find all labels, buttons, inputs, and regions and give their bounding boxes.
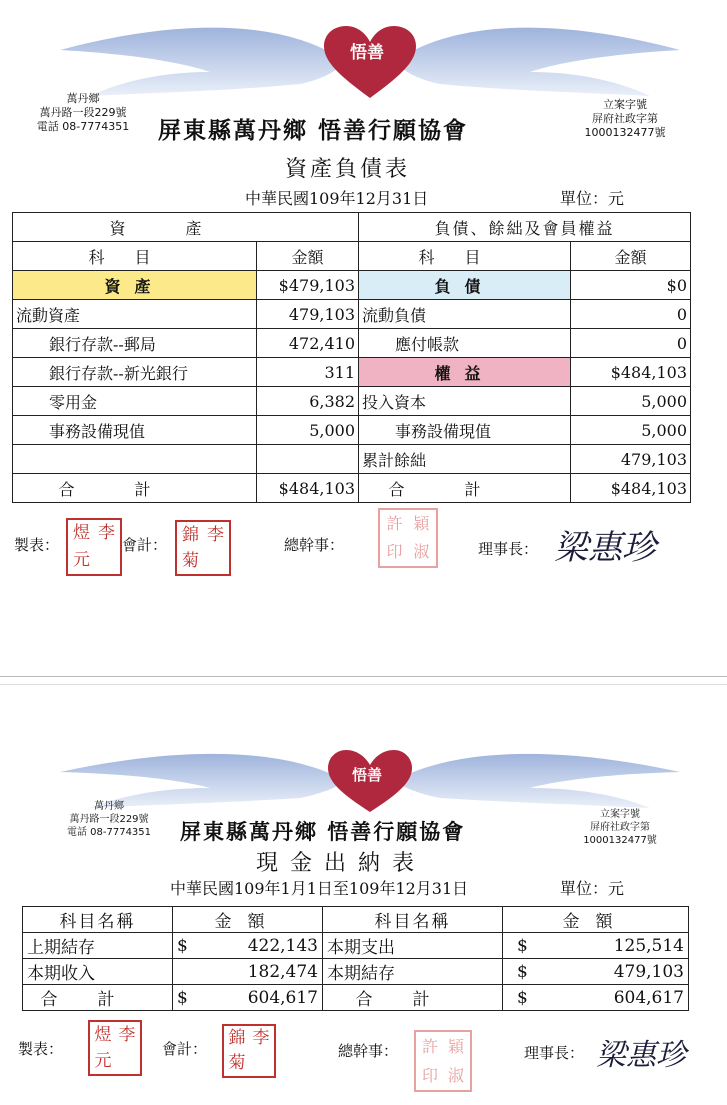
currency-sign: $ — [177, 987, 188, 1008]
table-row — [13, 416, 691, 445]
org-name: 屏東縣萬丹鄉 悟善行願協會 — [158, 117, 469, 144]
accountant-stamp — [175, 520, 231, 576]
total-right-amount: $484,103 — [571, 474, 691, 503]
row-label: 銀行存款--新光銀行 — [13, 358, 257, 387]
registration-number: 1000132477號 — [584, 126, 666, 139]
unit-label: 單位：元 — [560, 189, 625, 208]
amount-header: 金額 — [173, 907, 323, 933]
preparer-stamp — [88, 1020, 142, 1076]
page-title: 現金出納表 — [256, 851, 427, 876]
accountant-label: 會計： — [162, 1040, 208, 1058]
row-amount: 5,000 — [571, 416, 691, 445]
table-row — [23, 959, 689, 985]
amount-header: 金額 — [503, 907, 689, 933]
registration-line: 立案字號 — [600, 809, 640, 820]
stamp-char: 穎 — [447, 1036, 464, 1056]
liabilities-section-label: 負債 — [359, 271, 571, 300]
row-amount: 0 — [571, 300, 691, 329]
page-title: 資產負債表 — [285, 157, 411, 182]
org-name: 屏東縣萬丹鄉 悟善行願協會 — [180, 819, 466, 844]
stamp-char: 元 — [73, 550, 91, 570]
phone-line: 電話 08-7774351 — [36, 120, 130, 133]
logo-heart-text: 悟善 — [352, 766, 383, 784]
row-amount — [257, 445, 359, 474]
page-divider — [0, 684, 727, 685]
row-label: 流動負債 — [359, 300, 571, 329]
chairman-signature: 梁惠珍 — [596, 1038, 686, 1073]
equity-total-amount: $484,103 — [571, 358, 691, 387]
table-row — [23, 933, 689, 959]
preparer-label: 製表： — [14, 536, 60, 554]
total-right-amount: 604,617 — [613, 987, 684, 1008]
table-header-row — [23, 907, 689, 933]
address-line: 萬丹鄉 — [94, 801, 124, 812]
row-amount: 311 — [257, 358, 359, 387]
stamp-char: 煜 — [73, 523, 91, 543]
row-amount: 0 — [571, 329, 691, 358]
amount-cell — [173, 985, 323, 1011]
stamp-char: 印 — [386, 542, 403, 561]
balance-sheet-table — [12, 212, 691, 503]
stamp-char: 李 — [118, 1024, 136, 1045]
equity-section-label: 權益 — [359, 358, 571, 387]
row-label: 流動資產 — [13, 300, 257, 329]
item-header: 科目 — [13, 242, 257, 271]
currency-sign: $ — [517, 987, 528, 1008]
row-label — [13, 445, 257, 474]
page-divider — [0, 676, 727, 677]
table-row — [13, 445, 691, 474]
secretary-stamp — [414, 1030, 472, 1092]
preparer-stamp — [66, 518, 122, 576]
report-date-range: 中華民國109年1月1日至109年12月31日 — [170, 879, 469, 898]
phone-line: 電話 08-7774351 — [66, 827, 152, 838]
item-name-header: 科目名稱 — [23, 907, 173, 933]
item-header: 科目 — [359, 242, 571, 271]
secretary-stamp — [378, 508, 438, 568]
registration-number: 1000132477號 — [583, 835, 657, 846]
accountant-label: 會計： — [122, 536, 168, 554]
stamp-char: 錦 — [182, 524, 200, 545]
address-block — [8, 92, 158, 134]
total-row — [23, 985, 689, 1011]
cash-report-table — [22, 906, 689, 1011]
unit-label: 單位：元 — [560, 879, 625, 898]
chairman-label: 理事長： — [524, 1044, 585, 1062]
item-name-header: 科目名稱 — [323, 907, 503, 933]
registration-line: 屏府社政字第 — [592, 112, 658, 125]
amount-cell — [503, 933, 689, 959]
currency-sign: $ — [517, 935, 528, 956]
stamp-char: 元 — [94, 1050, 112, 1071]
stamp-char: 錦 — [228, 1028, 246, 1048]
row-label: 零用金 — [13, 387, 257, 416]
row-amount: 5,000 — [571, 387, 691, 416]
stamp-char: 淑 — [447, 1065, 464, 1085]
row-amount: 479,103 — [613, 961, 684, 982]
table-row — [13, 329, 691, 358]
assets-total-amount: $479,103 — [257, 271, 359, 300]
secretary-label: 總幹事： — [338, 1042, 399, 1060]
address-line: 萬丹路一段229號 — [39, 106, 127, 119]
registration-line: 立案字號 — [603, 98, 647, 111]
row-label: 事務設備現值 — [359, 416, 571, 445]
secretary-label: 總幹事： — [284, 536, 345, 554]
accountant-stamp — [222, 1024, 276, 1078]
amount-cell — [503, 985, 689, 1011]
logo-heart-text: 悟善 — [350, 43, 384, 63]
row-amount: 479,103 — [571, 445, 691, 474]
report-date: 中華民國109年12月31日 — [245, 189, 429, 208]
total-label: 合計 — [13, 474, 257, 503]
total-left-amount: 604,617 — [247, 987, 318, 1008]
row-label: 銀行存款--郵局 — [13, 329, 257, 358]
stamp-char: 菊 — [182, 550, 200, 571]
row-amount: 5,000 — [257, 416, 359, 445]
row-amount: 125,514 — [613, 935, 684, 956]
registration-block — [560, 808, 680, 847]
registration-line: 屏府社政字第 — [590, 822, 650, 833]
table-row — [13, 271, 691, 300]
amount-header: 金額 — [257, 242, 359, 271]
amount-cell — [173, 959, 323, 985]
stamp-char: 煜 — [94, 1024, 112, 1045]
row-amount: 6,382 — [257, 387, 359, 416]
total-label: 合計 — [323, 985, 503, 1011]
currency-sign: $ — [517, 961, 528, 982]
chairman-signature: 梁惠珍 — [554, 528, 656, 568]
row-label: 本期結存 — [323, 959, 503, 985]
row-label: 本期收入 — [23, 959, 173, 985]
stamp-char: 淑 — [413, 542, 430, 561]
row-label: 上期結存 — [23, 933, 173, 959]
assets-section-label: 資產 — [13, 271, 257, 300]
amount-cell — [503, 959, 689, 985]
liabilities-total-amount: $0 — [571, 271, 691, 300]
amount-header: 金額 — [571, 242, 691, 271]
row-amount: 422,143 — [247, 935, 318, 956]
table-header-row — [13, 213, 691, 242]
row-amount: 479,103 — [257, 300, 359, 329]
stamp-char: 印 — [422, 1065, 439, 1085]
table-subheader-row — [13, 242, 691, 271]
row-label: 應付帳款 — [359, 329, 571, 358]
table-row — [13, 358, 691, 387]
row-label: 本期支出 — [323, 933, 503, 959]
preparer-label: 製表： — [18, 1040, 64, 1058]
row-amount: 182,474 — [247, 961, 318, 982]
address-block — [44, 800, 174, 839]
table-row — [13, 387, 691, 416]
stamp-char: 穎 — [413, 514, 430, 533]
liabilities-equity-header: 負債、餘絀及會員權益 — [359, 213, 691, 242]
stamp-char: 李 — [252, 1028, 270, 1048]
amount-cell — [173, 933, 323, 959]
total-label: 合計 — [23, 985, 173, 1011]
stamp-char: 許 — [386, 514, 403, 533]
total-left-amount: $484,103 — [257, 474, 359, 503]
stamp-char: 李 — [206, 524, 224, 545]
total-row — [13, 474, 691, 503]
address-line: 萬丹鄉 — [66, 92, 100, 105]
row-amount: 472,410 — [257, 329, 359, 358]
row-label: 投入資本 — [359, 387, 571, 416]
table-row — [13, 300, 691, 329]
stamp-char: 許 — [422, 1036, 439, 1056]
stamp-char: 菊 — [228, 1053, 246, 1073]
stamp-char: 李 — [97, 523, 115, 543]
registration-block — [560, 98, 690, 140]
currency-sign: $ — [177, 935, 188, 956]
assets-header: 資產 — [13, 213, 359, 242]
address-line: 萬丹路一段229號 — [69, 814, 149, 825]
total-label: 合計 — [359, 474, 571, 503]
row-label: 事務設備現值 — [13, 416, 257, 445]
row-label: 累計餘絀 — [359, 445, 571, 474]
chairman-label: 理事長： — [478, 540, 539, 558]
